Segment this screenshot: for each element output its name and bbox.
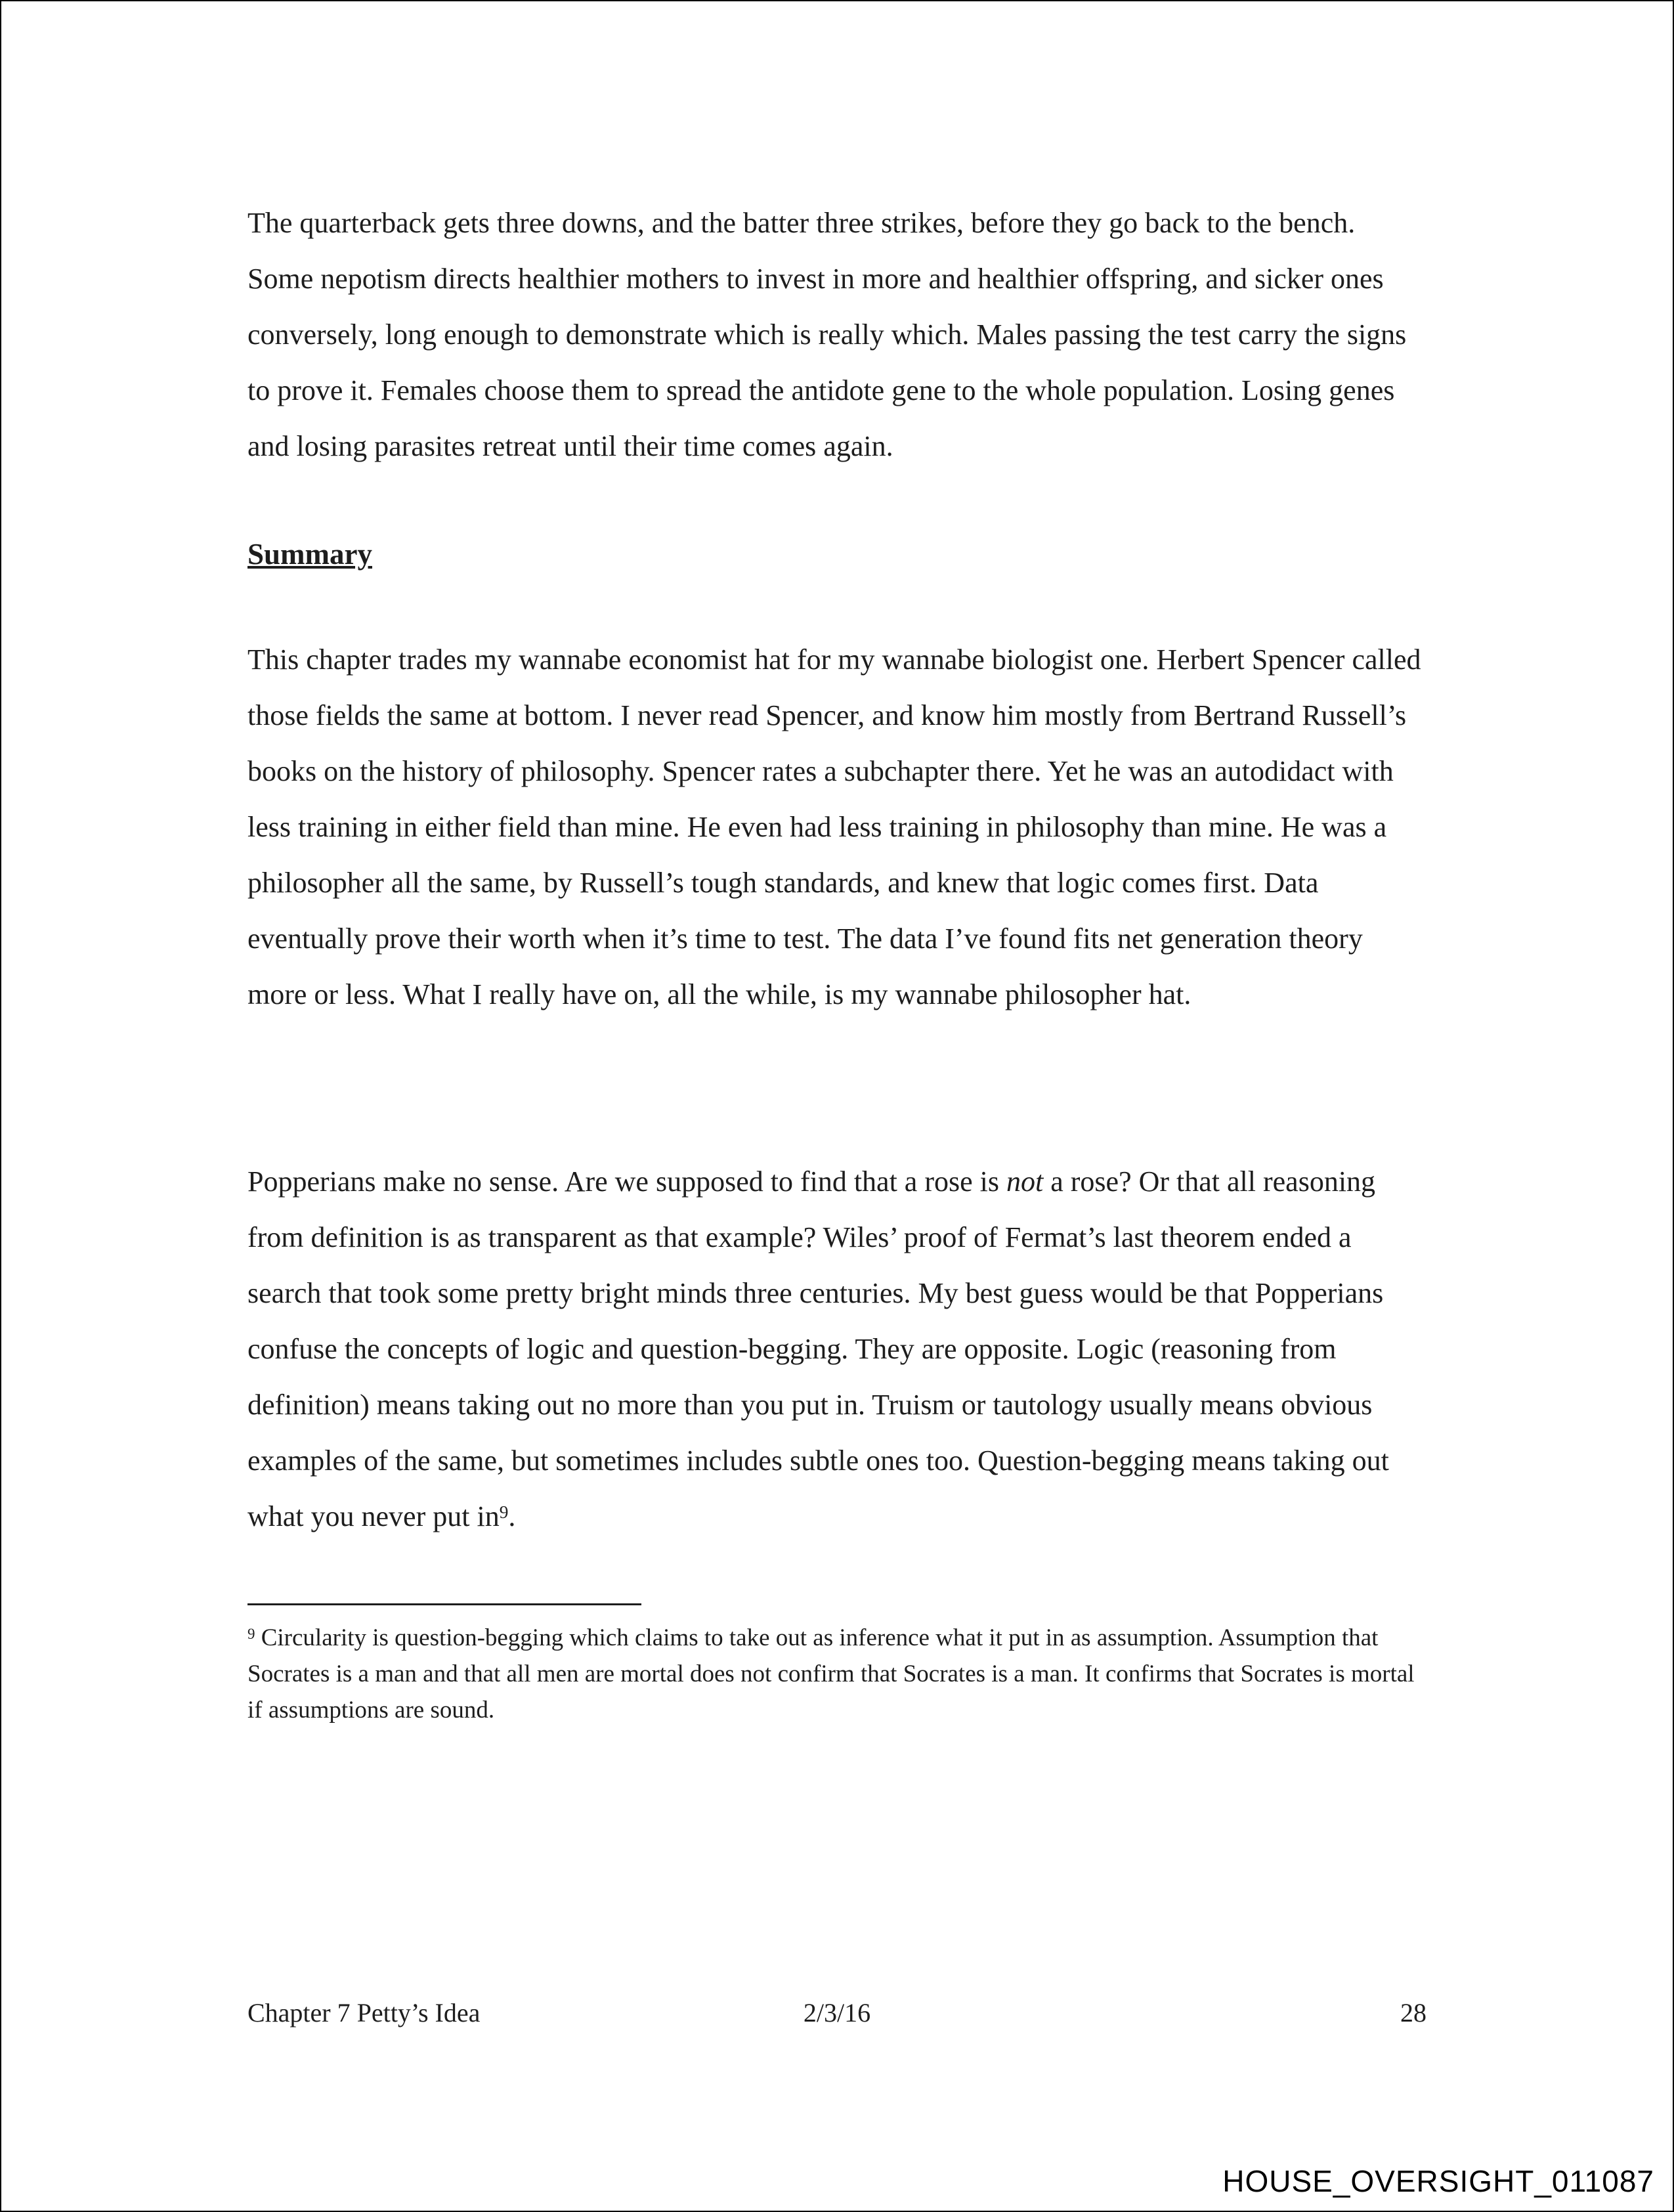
summary-heading: Summary [247,538,372,571]
page-footer [247,1997,1427,2028]
paragraph-natural-selection: The quarterback gets three downs, and the batter three strikes, before they go back to the bench. Some nepotism directs healthier mothers to invest in more and healthier offspring, and sicker ones conversely, long enough to demonstrate which is really which. Males passing the test carry the signs to prove it. Females choose them to spread the antidote gene to the whole population. Losing genes and losing parasites retreat until their time comes again. [247,207,1407,462]
paragraph-popperians [247,1154,1427,1544]
italic-word-not: not [1006,1165,1044,1198]
footer-date: 2/3/16 [803,1998,871,2028]
footer-page-number: 28 [1400,1998,1427,2028]
paragraph-popperians-text-3: . [508,1500,516,1532]
paragraph-summary: This chapter trades my wannabe economist hat for my wannabe biologist one. Herbert Spencer called those fields the same at bottom. I never read Spencer, and know him mostly from Bertrand Russell’s books on the history of philosophy. Spencer rates a subchapter there. Yet he was an autodidact with less training in either field than mine. He even had less training in philosophy than mine. He was a philosopher all the same, by Russell’s tough standards, and knew that logic comes first. Data eventually prove their worth when it’s time to test. The data I’ve found fits net generation theory more or less. What I really have on, all the while, is my wannabe philosopher hat. [247,643,1421,1010]
footnote-number: 9 [247,1625,255,1642]
paragraph-popperians-text-1: Popperians make no sense. Are we supposed to find that a rose is [247,1165,1006,1198]
footnote-separator-rule [247,1603,641,1605]
footnote-reference-9: 9 [499,1502,509,1522]
bates-stamp: HOUSE_OVERSIGHT_011087 [1222,2164,1654,2198]
footnote-area [247,1603,1427,1728]
footer-chapter-title: Chapter 7 Petty’s Idea [247,1998,481,2028]
footnote-body-text: Circularity is question-begging which claims to take out as inference what it put in as assumption. Assumption that Socrates is a man and that all men are mortal does not confirm that Socrates is a man. It confirms that Socrates is mortal if assumptions are sound. [247,1624,1415,1724]
page-body [1,1,1673,1728]
paragraph-popperians-text-2: a rose? Or that all reasoning from definition is as transparent as that example? Wiles’ proof of Fermat’s last theorem ended a search that took some pretty bright minds three centuries. My best guess would be that Popperians confuse the concepts of logic and question-begging. They are opposite. Logic (reasoning from definition) means taking out no more than you put in. Truism or tautology usually means obvious examples of the same, but sometimes includes subtle ones too. Question-begging means taking out what you never put in [247,1165,1389,1532]
footnote [247,1620,1427,1728]
